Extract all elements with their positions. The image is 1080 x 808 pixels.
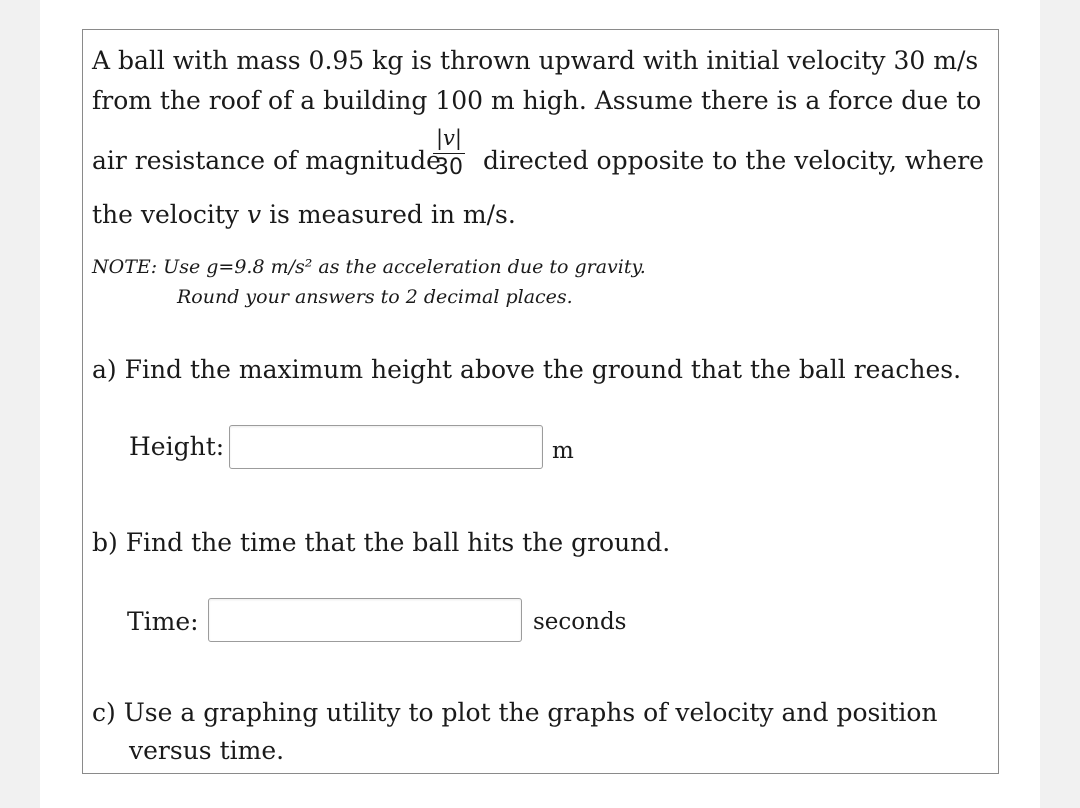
part-c-line-1: c) Use a graphing utility to plot the graphs of velocity and position [92,698,938,727]
time-unit: seconds [533,609,627,635]
problem-line-1: A ball with mass 0.95 kg is thrown upward with initial velocity 30 m/s [92,46,979,75]
note-line-1: NOTE: Use g=9.8 m/s² as the acceleration due to gravity. [92,256,646,278]
problem-line-2: from the roof of a building 100 m high. Assume there is a force due to [92,86,982,115]
note-line-2: Round your answers to 2 decimal places. [177,286,573,308]
height-label: Height: [129,432,225,461]
part-b-question: b) Find the time that the ball hits the ground. [92,528,671,557]
time-label: Time: [127,607,199,636]
problem-line-4-b: is measured in m/s. [269,200,516,229]
height-unit: m [552,438,574,464]
fraction-numerator: |v| [435,126,462,150]
problem-line-4 [92,202,516,227]
problem-line-3-start: air resistance of magnitude [92,146,441,175]
problem-line-3-end: directed opposite to the velocity, where [483,146,984,175]
height-input[interactable] [229,425,543,469]
air-resistance-fraction [433,124,465,180]
part-a-question: a) Find the maximum height above the ground that the ball reaches. [92,355,962,384]
fraction-bar [433,153,465,154]
fraction-denominator: 30 [435,155,463,180]
part-c-line-2: versus time. [129,736,285,765]
time-input[interactable] [208,598,522,642]
problem-line-4-a: the velocity [92,200,240,229]
problem-card [82,29,999,774]
velocity-variable: v [246,200,262,229]
